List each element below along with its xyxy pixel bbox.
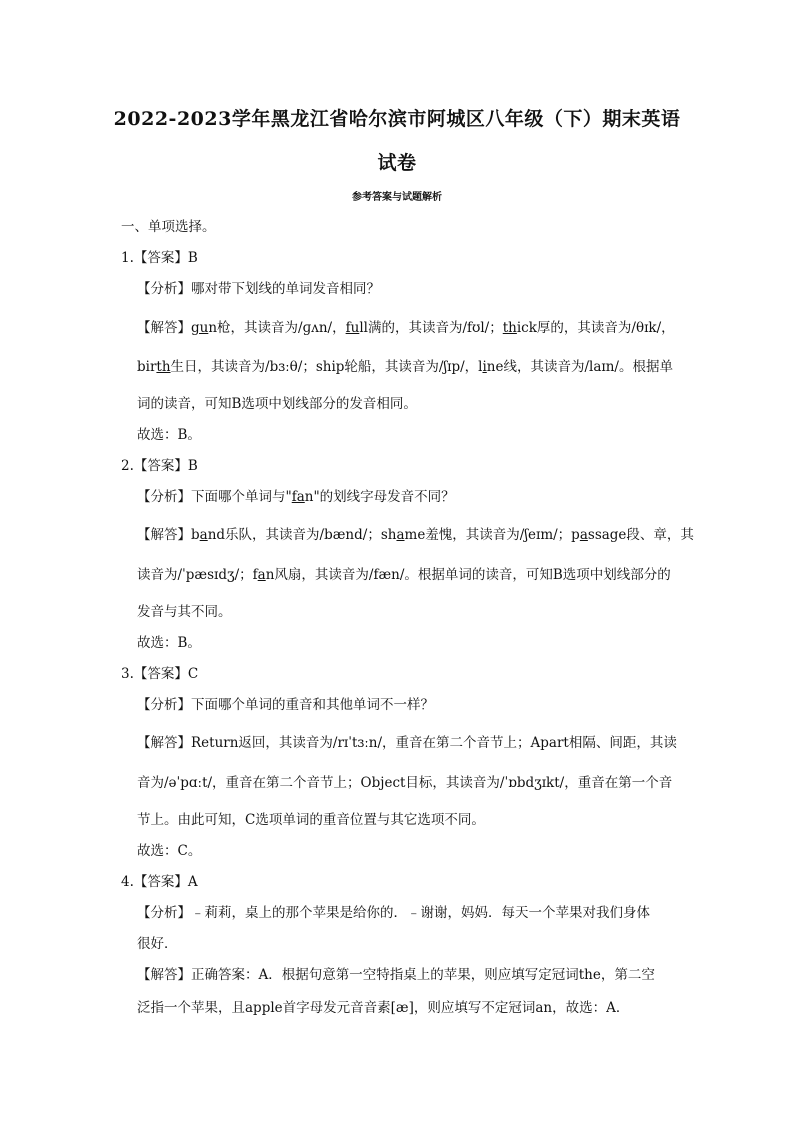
q3-answer: 3.【答案】C	[121, 666, 199, 682]
q2-answer: 2.【答案】B	[121, 458, 198, 474]
underlined-letters: a	[579, 527, 588, 543]
word-full: ll满的，其读音为/fʊl/；	[359, 320, 503, 336]
q1-solution-line-1	[137, 318, 675, 338]
q2-choice: 故选：B。	[137, 635, 201, 651]
word-thick: ick厚的，其读音为/θɪk/，	[516, 320, 675, 336]
word-birth-start: bir	[137, 359, 157, 375]
q3-solution-line-1: 【解答】Return返回，其读音为/rɪˈtɜːn/，重音在第二个音节上；Apart相隔、间距，其读	[137, 735, 677, 751]
q3-solution-line-2: 音为/əˈpɑːt/，重音在第二个音节上；Object目标，其读音为/ˈɒbdʒɪkt/，重音在第一个音	[137, 775, 673, 791]
underlined-letters: a	[257, 567, 266, 583]
underlined-letters: i	[482, 359, 487, 375]
q1-solution-line-2	[137, 357, 673, 377]
word-shame: me羞愧，其读音为/ʃeɪm/；p	[404, 527, 580, 543]
solution-label: 【解答】b	[137, 527, 200, 543]
q1-answer: 1.【答案】B	[121, 250, 198, 266]
word-birth-ship: 生日，其读音为/bɜːθ/；ship轮船，其读音为/ʃɪp/，	[170, 359, 479, 375]
q3-choice: 故选：C。	[137, 843, 202, 859]
page-title-line-2: 试卷	[377, 152, 417, 174]
q4-solution-line-1: 【解答】正确答案：A．根据句意第一空特指桌上的苹果，则应填写定冠词the，第二空	[137, 967, 655, 983]
word-line: ne线，其读音为/laɪn/。根据单	[486, 359, 673, 375]
solution-label: 【解答】	[137, 320, 191, 336]
q2-solution-line-2	[137, 565, 671, 585]
underlined-letters: a	[396, 527, 405, 543]
q2-analysis	[137, 487, 455, 507]
page-subtitle: 参考答案与试题解析	[352, 192, 442, 203]
q2-solution-line-1	[137, 525, 694, 545]
underlined-letters: fu	[345, 320, 360, 336]
solution-text: n风扇，其读音为/fæn/。根据单词的读音，可知B选项中划线部分的	[265, 567, 671, 583]
q4-solution-line-2: 泛指一个苹果，且apple首字母发元音音素[æ]，则应填写不定冠词an，故选：A．	[137, 1000, 630, 1016]
word-band: nd乐队，其读音为/bænd/；sh	[207, 527, 397, 543]
word-line-start: l	[478, 359, 483, 375]
word-passage: ssage段、章，其	[587, 527, 694, 543]
q4-analysis-line-1: 【分析】﹣莉莉，桌上的那个苹果是给你的．﹣谢谢，妈妈．每天一个苹果对我们身体	[137, 905, 650, 921]
underlined-letters: gu	[191, 320, 209, 336]
section-heading: 一、单项选择。	[121, 219, 216, 235]
q1-analysis: 【分析】哪对带下划线的单词发音相同？	[137, 281, 380, 297]
q1-choice: 故选：B。	[137, 427, 201, 443]
q3-solution-line-3: 节上。由此可知，C选项单词的重音位置与其它选项不同。	[137, 812, 485, 828]
underlined-letters: a	[199, 527, 208, 543]
word-gun: n枪，其读音为/ɡʌn/，	[208, 320, 346, 336]
q4-analysis-line-2: 很好．	[137, 936, 178, 952]
q4-answer: 4.【答案】A	[121, 874, 198, 890]
underlined-letters: fa	[291, 489, 305, 505]
analysis-text: 【分析】下面哪个单词与"	[137, 489, 292, 505]
q2-solution-line-3: 发音与其不同。	[137, 604, 232, 620]
q1-solution-line-3: 词的读音，可知B选项中划线部分的发音相同。	[137, 396, 417, 412]
q3-analysis: 【分析】下面哪个单词的重音和其他单词不一样？	[137, 697, 434, 713]
page-title-line-1: 2022-2023学年黑龙江省哈尔滨市阿城区八年级（下）期末英语	[113, 108, 681, 130]
analysis-text: n"的划线字母发音不同？	[304, 489, 455, 505]
underlined-letters: th	[156, 359, 171, 375]
solution-text: 读音为/ˈpæsɪdʒ/；f	[137, 567, 258, 583]
underlined-letters: th	[502, 320, 517, 336]
